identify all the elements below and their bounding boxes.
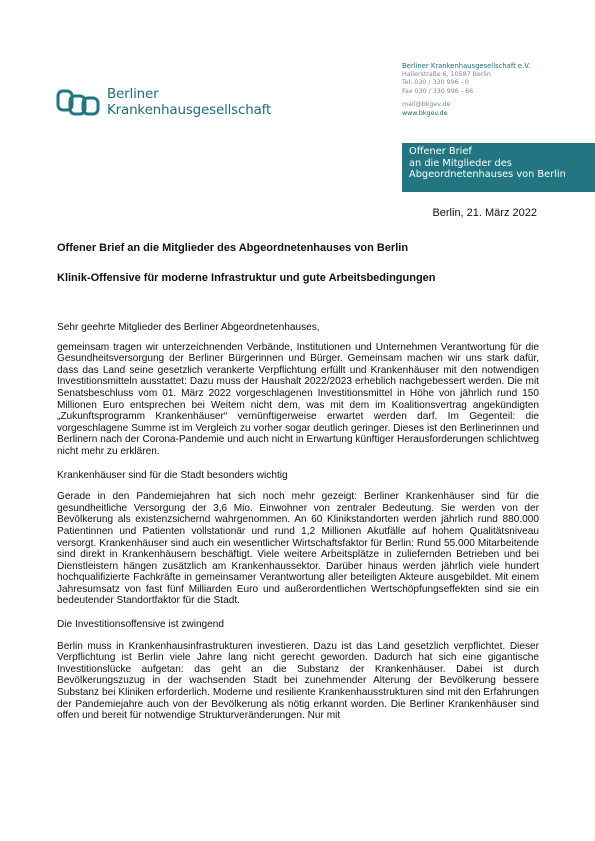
bkg-logo-icon	[56, 87, 101, 117]
sender-organization: Berliner Krankenhausgesellschaft e.V.	[402, 62, 531, 70]
logo-line-2: Krankenhausgesellschaft	[107, 102, 272, 118]
letter-title: Offener Brief an die Mitglieder des Abgeordnetenhauses von Berlin	[57, 242, 409, 254]
organization-logo	[56, 86, 271, 118]
section-heading: Die Investitionsoffensive ist zwingend	[57, 619, 225, 631]
logo-wordmark	[107, 86, 271, 118]
body-paragraph: Gerade in den Pandemiejahren hat sich noch mehr gezeigt: Berliner Krankenhäuser sind für die gesundheitliche Versorgung der 3,6 Mio. Einwohner von zentraler Bedeutung. Sie werden von der Bevölkerung als existenzsichernd wahrgenommen. An 60 Klinikstandorten werden jährlich rund 880.000 Patientinnen und Patienten vollstationär und rund 1,2 Millionen Akutfälle auf hohem Qualitätsniveau versorgt. Krankenhäuser sind auch ein wesentlicher Wirtschaftsfaktor für Berlin: Rund 55.000 Mitarbeitende sind direkt in Krankenhäusern beschäftigt. Viele weitere Arbeitsplätze in zuliefernden Betrieben und bei Dienstleistern hängen zusätzlich am Krankenhaussektor. Darüber hinaus werden jährlich viele hundert hochqualifizierte Fachkräfte in gemeinsamer Verantwortung aller beteiligten Akteure ausgebildet. Mit einem Jahresumsatz von fast fünf Milliarden Euro und außerordentlichen Wertschöpfungseffekten sind sie ein bedeutender Standortfaktor für die Stadt.	[57, 491, 539, 607]
sender-website: www.bkgev.de	[402, 109, 448, 117]
body-paragraph: gemeinsam tragen wir unterzeichnenden Verbände, Institutionen und Unternehmen Verantwortung für die Gesundheitsversorgung der Berliner Bürgerinnen und Bürger. Gemeinsam machen wir uns stark dafür, dass das Land seine gesetzlich verankerte Verpflichtung erfüllt und Krankenhäuser mit den notwendigen Investitionsmitteln ausstattet: Dazu muss der Haushalt 2022/2023 erheblich nachgebessert werden. Die mit Senatsbeschluss vom 01. März 2022 vorgeschlagenen Investitionsmittel in Höhe von jährlich rund 150 Millionen Euro entsprechen bei Weitem nicht dem, was mit dem im Koalitionsvertrag angekündigten „Zukunftsprogramm Krankenhäuser“ vernünftigerweise erwartet werden darf. Im Gegenteil: die vorgeschlagene Summe ist im Vergleich zu vorher sogar deutlich geringer. Dieses ist den Berlinerinnen und Berlinern nach der Corona-Pandemie und auch nicht in Erwartung künftiger Herausforderungen schlichtweg nicht mehr zu erklären.	[57, 341, 539, 457]
letter-subtitle: Klinik-Offensive für moderne Infrastruktur und gute Arbeitsbedingungen	[57, 272, 436, 284]
sender-phone: Tel. 030 / 330 996 - 0	[402, 79, 469, 87]
sender-fax: Fax 030 / 330 996 - 66	[402, 87, 474, 95]
body-paragraph: Berlin muss in Krankenhausinfrastrukturen investieren. Dazu ist das Land gesetzlich verpflichtet. Dieser Verpflichtung ist Berlin viele Jahre lang nicht gerecht geworden. Dadurch hat sich eine gigantische Investitionslücke aufgetan: das geht an die Substanz der Krankenhäuser. Dabei ist durch Bevölkerungszuzug in der wachsenden Stadt bei zunehmender Alterung der Bevölkerung bessere Substanz bei Kliniken erforderlich. Moderne und resiliente Krankenhausstrukturen sind mit den Erfahrungen der Pandemiejahre auch von der Bevölkerung als nötig erkannt worden. Die Berliner Krankenhäuser sind offen und bereit für notwendige Strukturveränderungen. Nur mit	[57, 640, 539, 722]
banner-line-2: an die Mitglieder des	[409, 157, 512, 169]
banner-line-3: Abgeordnetenhauses von Berlin	[409, 169, 566, 181]
letter-body	[57, 322, 539, 722]
open-letter-banner	[402, 143, 595, 192]
banner-line-1: Offener Brief	[409, 146, 472, 157]
letter-date: Berlin, 21. März 2022	[432, 207, 537, 219]
sender-address-block	[402, 62, 530, 119]
sender-email: mail@bkgev.de	[402, 101, 451, 109]
logo-line-1: Berliner	[107, 86, 159, 102]
sender-street: Hallerstraße 6, 10587 Berlin	[402, 70, 491, 78]
salutation: Sehr geehrte Mitglieder des Berliner Abgeordnetenhauses,	[57, 322, 320, 333]
section-heading: Krankenhäuser sind für die Stadt besonders wichtig	[57, 469, 288, 481]
